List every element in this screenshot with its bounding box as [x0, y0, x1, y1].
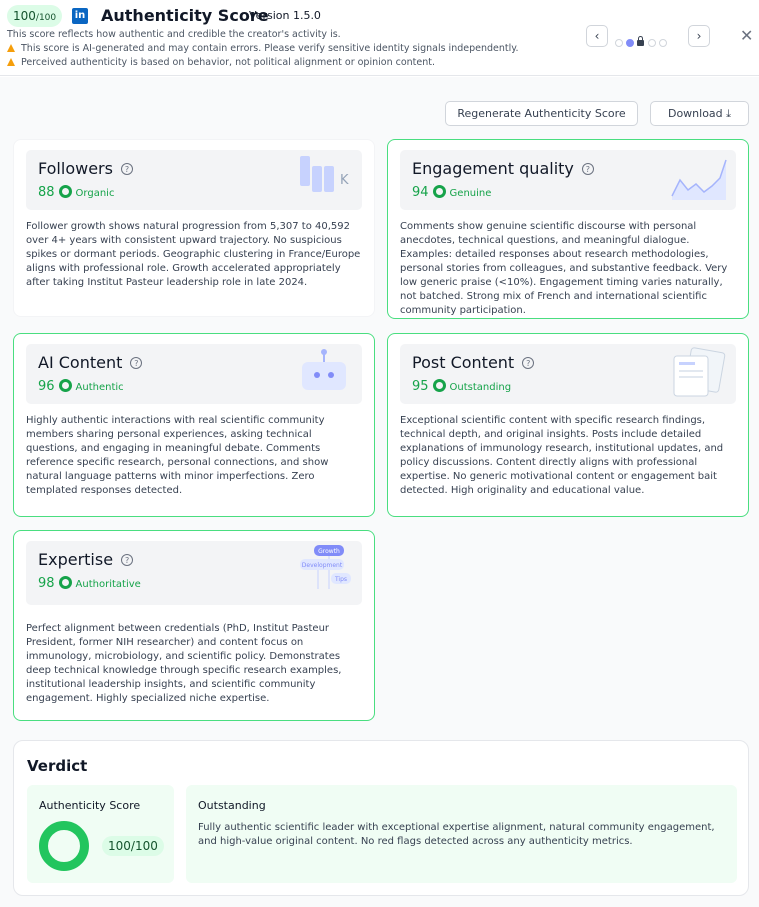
page-dot[interactable] [659, 39, 667, 47]
metric-score: 98 Authoritative [38, 576, 141, 591]
prev-button[interactable]: ‹ [586, 25, 608, 47]
card-title: AI Content ? [38, 353, 142, 372]
robot-icon [298, 348, 350, 396]
description-text: This score reflects how authentic and credible the creator's activity is. [7, 29, 341, 40]
page-dot[interactable] [615, 39, 623, 47]
verdict-text: Fully authentic scientific leader with exceptional expertise alignment, natural community engagement, and high-value original content. No red flags detected across any authenticity metrics. [198, 822, 715, 847]
expertise-card [13, 530, 375, 721]
score-ring-icon [59, 576, 72, 589]
help-icon[interactable]: ? [130, 357, 142, 369]
card-header [26, 150, 362, 210]
svg-text:Development: Development [301, 562, 343, 569]
card-title: Followers ? [38, 159, 133, 178]
metric-score: 96 Authentic [38, 379, 124, 394]
download-icon: ⤓ [726, 107, 732, 120]
metric-score: 95 Outstanding [412, 379, 512, 394]
svg-text:K: K [340, 173, 349, 188]
followers-graphic-icon [298, 156, 358, 196]
verdict-rating: Outstanding [198, 799, 266, 812]
score-badge [7, 5, 62, 27]
trend-chart-icon [670, 154, 730, 202]
header [0, 0, 759, 76]
version-label: Version 1.5.0 [249, 9, 321, 22]
page-dot[interactable] [648, 39, 656, 47]
card-description: Perfect alignment between credentials (PhD, Institut Pasteur President, former NIH researcher) and content focus on immunology, microbiology, and scientific policy. Demonstrates deep technical knowledge through specific research examples, institutional leadership insights, and scientific community engagement. Highly specialized niche expertise. [26, 623, 342, 704]
post-content-card [387, 333, 749, 517]
score-total: /100 [35, 13, 57, 23]
skills-tree-icon [298, 543, 366, 601]
verdict-score-badge: 100/100 [102, 836, 164, 856]
warning-perception: Perceived authenticity is based on behavior, not political alignment or opinion content. [7, 57, 435, 68]
page-dot-active[interactable] [626, 39, 634, 47]
next-button[interactable]: › [688, 25, 710, 47]
score-ring-icon [433, 185, 446, 198]
verdict-section [13, 740, 749, 896]
card-title: Expertise ? [38, 550, 133, 569]
svg-text:Tips: Tips [334, 576, 348, 583]
score-ring-icon [59, 379, 72, 392]
verdict-score-label: Authenticity Score [39, 799, 141, 812]
verdict-title: Verdict [27, 757, 88, 775]
card-title: Post Content ? [412, 353, 534, 372]
followers-card [13, 139, 375, 317]
score-ring-icon [59, 185, 72, 198]
card-description: Comments show genuine scientific discourse with personal anecdotes, technical questions, and meaningful dialogue. Examples: detailed responses about research methodologies, personal stories from colleagues, and substantive feedback. Very low generic praise (<10%). Engagement timing varies naturally, not batched. Strong mix of French and international scientific community participation. [400, 221, 728, 316]
lock-icon [637, 40, 644, 46]
card-header [400, 150, 736, 210]
help-icon[interactable]: ? [522, 357, 534, 369]
page-title: Authenticity Score [101, 6, 269, 25]
regenerate-button[interactable]: Regenerate Authenticity Score [445, 101, 638, 126]
card-description: Follower growth shows natural progression from 5,307 to 40,592 over 4+ years with consistent upward trajectory. No suspicious spikes or dormant periods. Geographic clustering in France/Europe aligns with professional role. Growth accelerated appropriately after taking Institut Pasteur leadership role in late 2024. [26, 221, 361, 288]
main-content [0, 77, 759, 907]
engagement-card [387, 139, 749, 319]
linkedin-icon: in [72, 8, 88, 24]
svg-text:Growth: Growth [318, 548, 340, 555]
help-icon[interactable]: ? [121, 554, 133, 566]
metric-score: 88 Organic [38, 185, 115, 200]
score-value: 100 [13, 9, 36, 23]
warning-ai: This score is AI-generated and may contain errors. Please verify sensitive identity signals independently. [7, 43, 519, 54]
card-description: Exceptional scientific content with specific research findings, technical depth, and original insights. Posts include detailed explanations of immunology research, institutional updates, and policy discussions. Content directly aligns with professional expertise. No generic motivational content or engagement bait detected. High originality and educational value. [400, 415, 724, 496]
score-ring-icon [433, 379, 446, 392]
card-title: Engagement quality ? [412, 159, 594, 178]
download-button[interactable]: Download ⤓ [650, 101, 749, 126]
close-icon[interactable]: ✕ [740, 26, 754, 45]
documents-icon [670, 346, 728, 398]
card-header [26, 541, 362, 605]
warning-icon [7, 44, 15, 52]
score-ring-icon [39, 821, 89, 871]
metric-score: 94 Genuine [412, 185, 492, 200]
help-icon[interactable]: ? [121, 163, 133, 175]
verdict-score-box [27, 785, 174, 883]
warning-icon [7, 58, 15, 66]
pagination-dots [615, 32, 670, 42]
card-header [26, 344, 362, 404]
card-header [400, 344, 736, 404]
verdict-summary-box [186, 785, 737, 883]
card-description: Highly authentic interactions with real scientific community members sharing personal experiences, asking technical questions, and engaging in meaningful debate. Comments reference specific research, personal connections, and show natural language patterns with minor imperfections. Zero templated responses detected. [26, 415, 329, 496]
ai-content-card [13, 333, 375, 517]
help-icon[interactable]: ? [582, 163, 594, 175]
